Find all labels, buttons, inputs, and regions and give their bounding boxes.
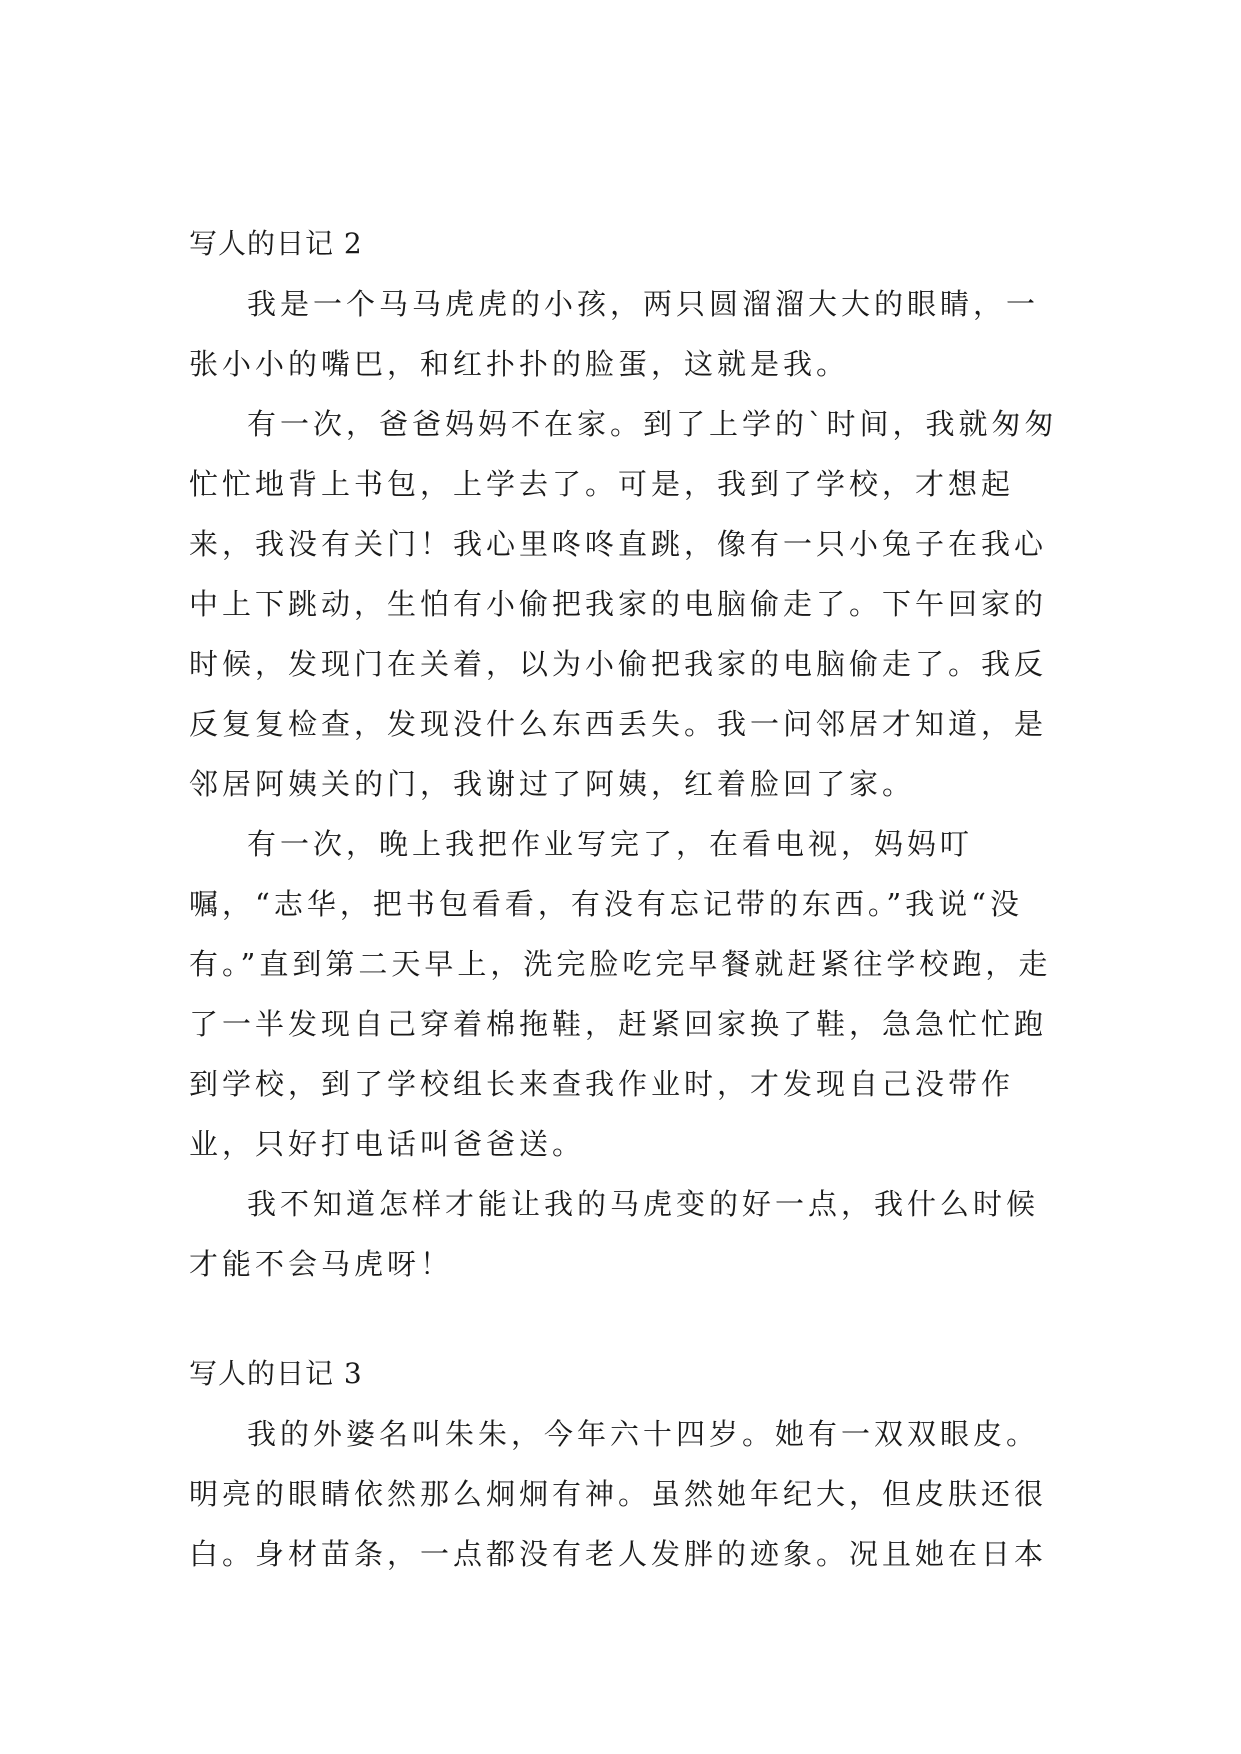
paragraph: 我是一个马马虎虎的小孩，两只圆溜溜大大的眼睛，一张小小的嘴巴，和红扑扑的脸蛋，这就是我。 [189, 287, 1040, 381]
paragraph: 有一次，爸爸妈妈不在家。到了上学的`时间，我就匆匆忙忙地背上书包，上学去了。可是，我到了学校，才想起来，我没有关门！我心里咚咚直跳，像有一只小兔子在我心中上下跳动，生怕有小偷把我家的电脑偷走了。下午回家的时候，发现门在关着，以为小偷把我家的电脑偷走了。我反反复复检查，发现没什么东西丢失。我一问邻居才知道，是邻居阿姨关的门，我谢过了阿姨，红着脸回了家。 [189, 407, 1058, 801]
paragraph: 我不知道怎样才能让我的马虎变的好一点，我什么时候才能不会马虎呀！ [189, 1187, 1040, 1281]
paragraph: 我的外婆名叫朱朱，今年六十四岁。她有一双双眼皮。明亮的眼睛依然那么炯炯有神。虽然她年纪大，但皮肤还很白。身材苗条，一点都没有老人发胖的迹象。况且她在日本 [189, 1417, 1048, 1571]
document-body [189, 214, 1069, 1584]
entry-title: 写人的日记 2 [189, 227, 363, 260]
section-spacer [189, 1294, 1069, 1344]
diary-entry-3 [189, 1344, 1069, 1584]
diary-entry-2 [189, 214, 1069, 1294]
paragraph: 有一次，晚上我把作业写完了，在看电视，妈妈叮嘱，“志华，把书包看看，有没有忘记带的东西。”我说“没有。”直到第二天早上，洗完脸吃完早餐就赶紧往学校跑，走了一半发现自己穿着棉拖鞋，赶紧回家换了鞋，急急忙忙跑到学校，到了学校组长来查我作业时，才发现自己没带作业，只好打电话叫爸爸送。 [189, 827, 1052, 1161]
entry-title: 写人的日记 3 [189, 1357, 363, 1390]
